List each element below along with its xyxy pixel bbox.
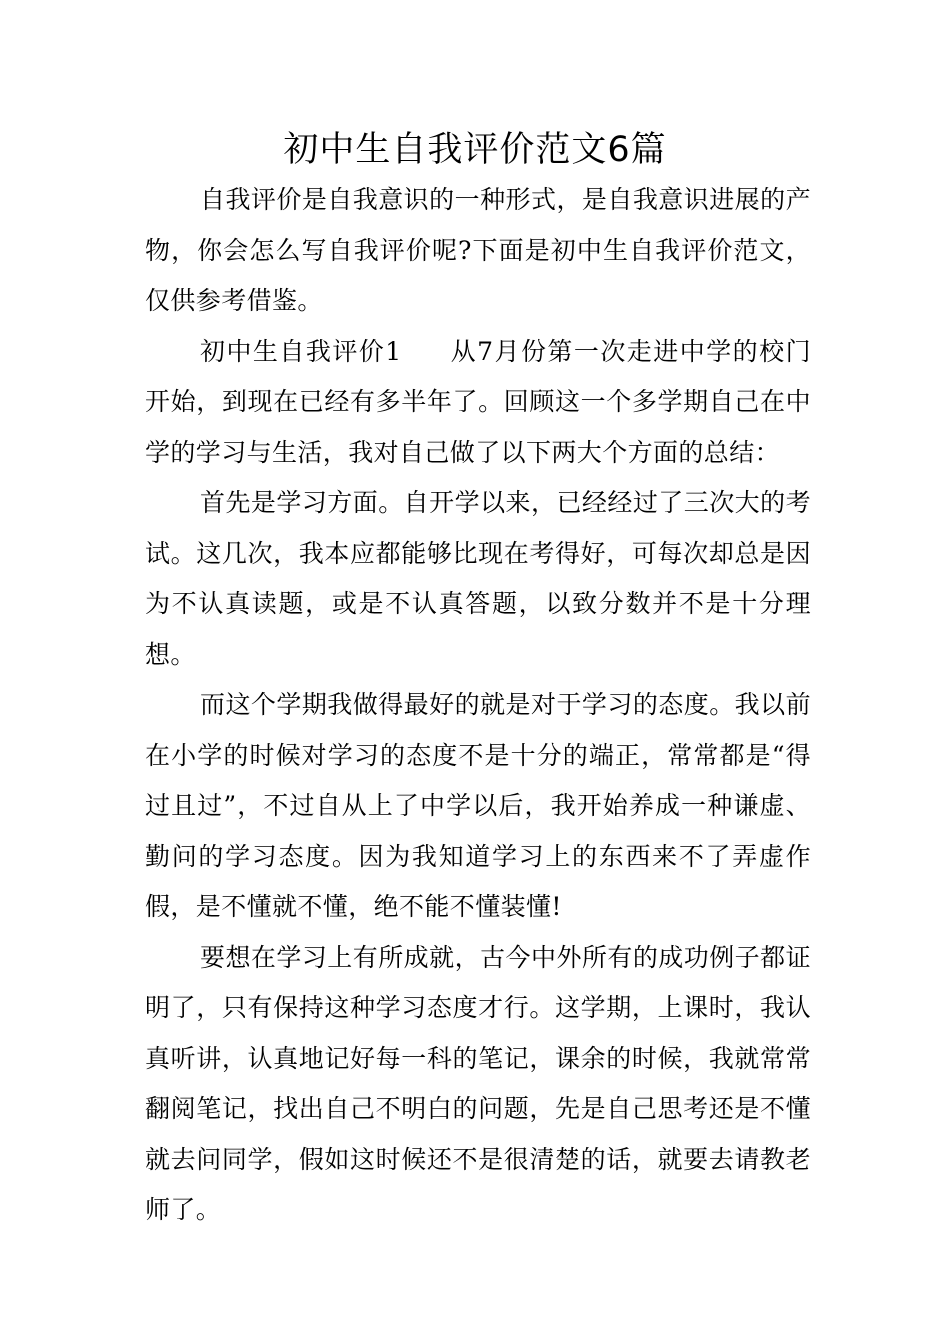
paragraph-text: 从7月份第一次走进中学的校门开始，到现在已经有多半年了。回顾这一个多学期自己在中学的学习与生活，我对自己做了以下两大个方面的总结：: [145, 336, 812, 467]
paragraph-text: 自我评价是自我意识的一种形式，是自我意识进展的产物，你会怎么写自我评价呢?下面是初中生自我评价范文，仅供参考借鉴。: [145, 185, 811, 315]
paragraph-text: 首先是学习方面。自开学以来，已经经过了三次大的考试。这几次，我本应都能够比现在考得好，可每次却总是因为不认真读题，或是不认真答题，以致分数并不是十分理想。: [145, 488, 811, 669]
section-heading: 初中生自我评价1: [200, 336, 402, 366]
paragraph-study-attitude: [145, 680, 811, 933]
document-body: [145, 175, 811, 1236]
paragraph-intro: [145, 175, 811, 327]
paragraph-study-aspect: [145, 478, 811, 680]
paragraph-text: 而这个学期我做得最好的就是对于学习的态度。我以前在小学的时候对学习的态度不是十分的端正，常常都是“得过且过”，不过自从上了中学以后，我开始养成一种谦虚、勤问的学习态度。因为我知道学习上的东西来不了弄虚作假，是不懂就不懂，绝不能不懂装懂!: [145, 690, 811, 921]
paragraph-text: 要想在学习上有所成就，古今中外所有的成功例子都证明了，只有保持这种学习态度才行。这学期，上课时，我认真听讲，认真地记好每一科的笔记，课余的时候，我就常常翻阅笔记，找出自己不明白的问题，先是自己思考还是不懂就去问同学，假如这时候还不是很清楚的话，就要去请教老师了。: [145, 942, 811, 1224]
paragraph-evaluation-1: [145, 327, 811, 479]
document-title: 初中生自我评价范文6篇: [283, 130, 667, 170]
paragraph-study-method: [145, 933, 811, 1236]
